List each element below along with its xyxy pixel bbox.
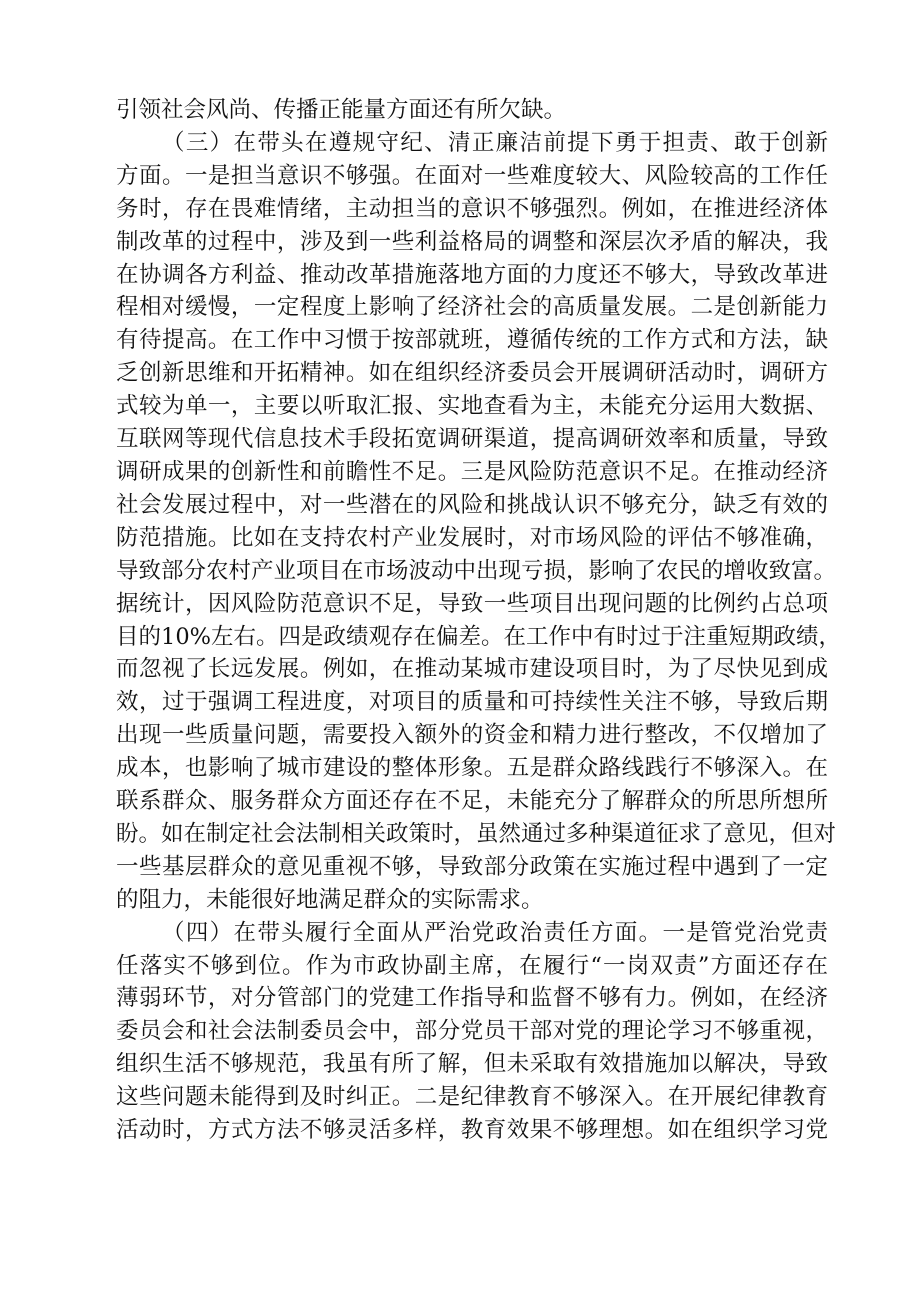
text-line: 据统计，因风险防范意识不足，导致一些项目出现问题的比例约占总项 (116, 590, 828, 617)
text-line: 任落实不够到位。作为市政协副主席，在履行“一岗双责”方面还存在 (116, 952, 828, 979)
text-line: 薄弱环节，对分管部门的党建工作指导和监督不够有力。例如，在经济 (116, 985, 828, 1012)
text-line: 联系群众、服务群众方面还存在不足，未能充分了解群众的所思所想所 (116, 788, 828, 815)
text-line: 效，过于强调工程进度，对项目的质量和可持续性关注不够，导致后期 (116, 689, 828, 716)
text-line: 一些基层群众的意见重视不够，导致部分政策在实施过程中遇到了一定 (116, 853, 828, 880)
text-line: 活动时，方式方法不够灵活多样，教育效果不够理想。如在组织学习党 (116, 1117, 828, 1144)
document-body (116, 94, 842, 1147)
text-line: 的阻力，未能很好地满足群众的实际需求。 (116, 886, 544, 913)
text-line: 目的10%左右。四是政绩观存在偏差。在工作中有时过于注重短期政绩， (116, 623, 842, 650)
text-line: 制改革的过程中，涉及到一些利益格局的调整和深层次矛盾的解决，我 (116, 228, 828, 255)
text-line: 调研成果的创新性和前瞻性不足。三是风险防范意识不足。在推动经济 (116, 458, 828, 485)
text-line: 引领社会风尚、传播正能量方面还有所欠缺。 (116, 97, 567, 123)
text-line: 委员会和社会法制委员会中，部分党员干部对党的理论学习不够重视， (116, 1018, 828, 1045)
text-line: 盼。如在制定社会法制相关政策时，虽然通过多种渠道征求了意见，但对 (116, 820, 837, 847)
paragraph-section-4 (116, 917, 828, 1147)
paragraph-continuation (116, 94, 828, 127)
text-line: 防范措施。比如在支持农村产业发展时，对市场风险的评估不够准确， (116, 524, 828, 551)
text-line: 式较为单一，主要以听取汇报、实地查看为主，未能充分运用大数据、 (116, 393, 828, 420)
text-line: 务时，存在畏难情绪，主动担当的意识不够强烈。例如，在推进经济体 (116, 195, 828, 222)
text-line: 导致部分农村产业项目在市场波动中出现亏损，影响了农民的增收致富。 (116, 557, 837, 584)
text-line: 程相对缓慢，一定程度上影响了经济社会的高质量发展。二是创新能力 (116, 294, 828, 321)
text-line: 社会发展过程中，对一些潜在的风险和挑战认识不够充分，缺乏有效的 (116, 491, 828, 518)
text-line: （四）在带头履行全面从严治党政治责任方面。一是管党治党责 (162, 919, 828, 946)
text-line: 互联网等现代信息技术手段拓宽调研渠道，提高调研效率和质量，导致 (116, 426, 828, 453)
text-line: 而忽视了长远发展。例如，在推动某城市建设项目时，为了尽快见到成 (116, 656, 828, 683)
paragraph-section-3 (116, 127, 842, 917)
text-line: 方面。一是担当意识不够强。在面对一些难度较大、风险较高的工作任 (116, 162, 828, 189)
text-line: 这些问题未能得到及时纠正。二是纪律教育不够深入。在开展纪律教育 (116, 1084, 828, 1111)
text-line: 有待提高。在工作中习惯于按部就班，遵循传统的工作方式和方法，缺 (116, 327, 828, 354)
text-line: 出现一些质量问题，需要投入额外的资金和精力进行整改，不仅增加了 (116, 722, 828, 749)
text-line: 乏创新思维和开拓精神。如在组织经济委员会开展调研活动时，调研方 (116, 360, 828, 387)
text-line: （三）在带头在遵规守纪、清正廉洁前提下勇于担责、敢于创新 (162, 129, 828, 156)
text-line: 组织生活不够规范，我虽有所了解，但未采取有效措施加以解决，导致 (116, 1051, 828, 1078)
text-line: 在协调各方利益、推动改革措施落地方面的力度还不够大，导致改革进 (116, 261, 828, 288)
text-line: 成本，也影响了城市建设的整体形象。五是群众路线践行不够深入。在 (116, 755, 828, 782)
